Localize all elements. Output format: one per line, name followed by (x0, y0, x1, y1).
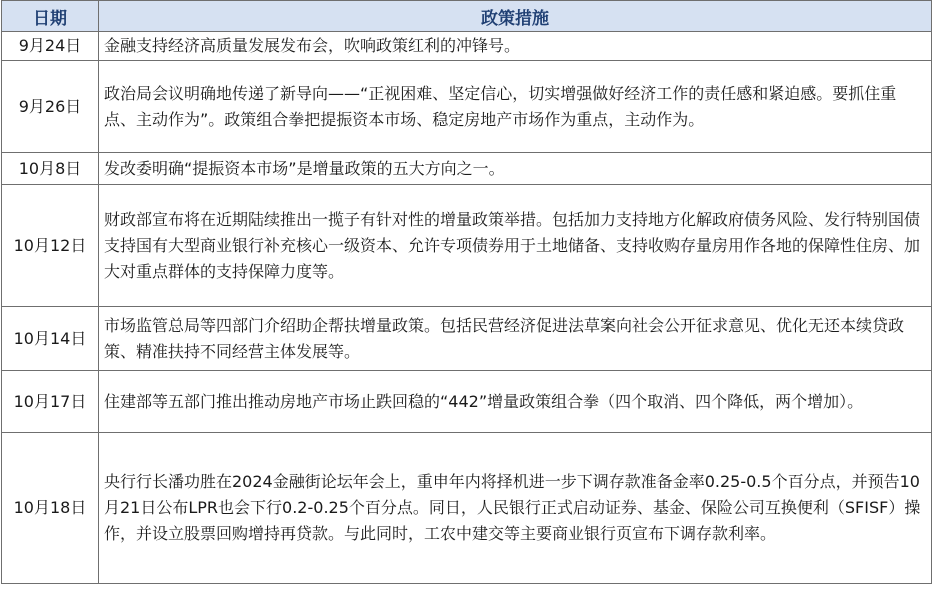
table-row (2, 61, 932, 153)
policy-table (1, 0, 932, 584)
row-date: 10月17日 (2, 371, 99, 433)
table-row (2, 153, 932, 185)
row-policy-text: 发改委明确“提振资本市场”是增量政策的五大方向之一。 (99, 153, 932, 185)
row-date: 10月8日 (2, 153, 99, 185)
header-row (2, 1, 932, 32)
row-date: 9月24日 (2, 32, 99, 61)
table-row (2, 433, 932, 584)
row-date: 9月26日 (2, 61, 99, 153)
row-date: 10月14日 (2, 307, 99, 371)
policy-column-header: 政策措施 (99, 1, 932, 32)
row-date: 10月12日 (2, 185, 99, 307)
row-policy-text: 金融支持经济高质量发展发布会，吹响政策红利的冲锋号。 (99, 32, 932, 61)
table-row (2, 185, 932, 307)
row-policy-text: 市场监管总局等四部门介绍助企帮扶增量政策。包括民营经济促进法草案向社会公开征求意见、优化无还本续贷政策、精准扶持不同经营主体发展等。 (99, 307, 932, 371)
table-row (2, 307, 932, 371)
row-policy-text: 住建部等五部门推出推动房地产市场止跌回稳的“442”增量政策组合拳（四个取消、四个降低，两个增加）。 (99, 371, 932, 433)
row-policy-text: 央行行长潘功胜在2024金融街论坛年会上，重申年内将择机进一步下调存款准备金率0.25-0.5个百分点，并预告10月21日公布LPR也会下行0.2-0.25个百分点。同日，人民银行正式启动证券、基金、保险公司互换便利（SFISF）操作，并设立股票回购增持再贷款。与此同时，工农中建交等主要商业银行页宣布下调存款利率。 (99, 433, 932, 584)
row-policy-text: 财政部宣布将在近期陆续推出一揽子有针对性的增量政策举措。包括加力支持地方化解政府债务风险、发行特别国债支持国有大型商业银行补充核心一级资本、允许专项债券用于土地储备、支持收购存量房用作各地的保障性住房、加大对重点群体的支持保障力度等。 (99, 185, 932, 307)
table-row (2, 32, 932, 61)
date-column-header: 日期 (2, 1, 99, 32)
row-policy-text: 政治局会议明确地传递了新导向——“正视困难、坚定信心，切实增强做好经济工作的责任感和紧迫感。要抓住重点、主动作为”。政策组合拳把提振资本市场、稳定房地产市场作为重点，主动作为。 (99, 61, 932, 153)
table-row (2, 371, 932, 433)
row-date: 10月18日 (2, 433, 99, 584)
